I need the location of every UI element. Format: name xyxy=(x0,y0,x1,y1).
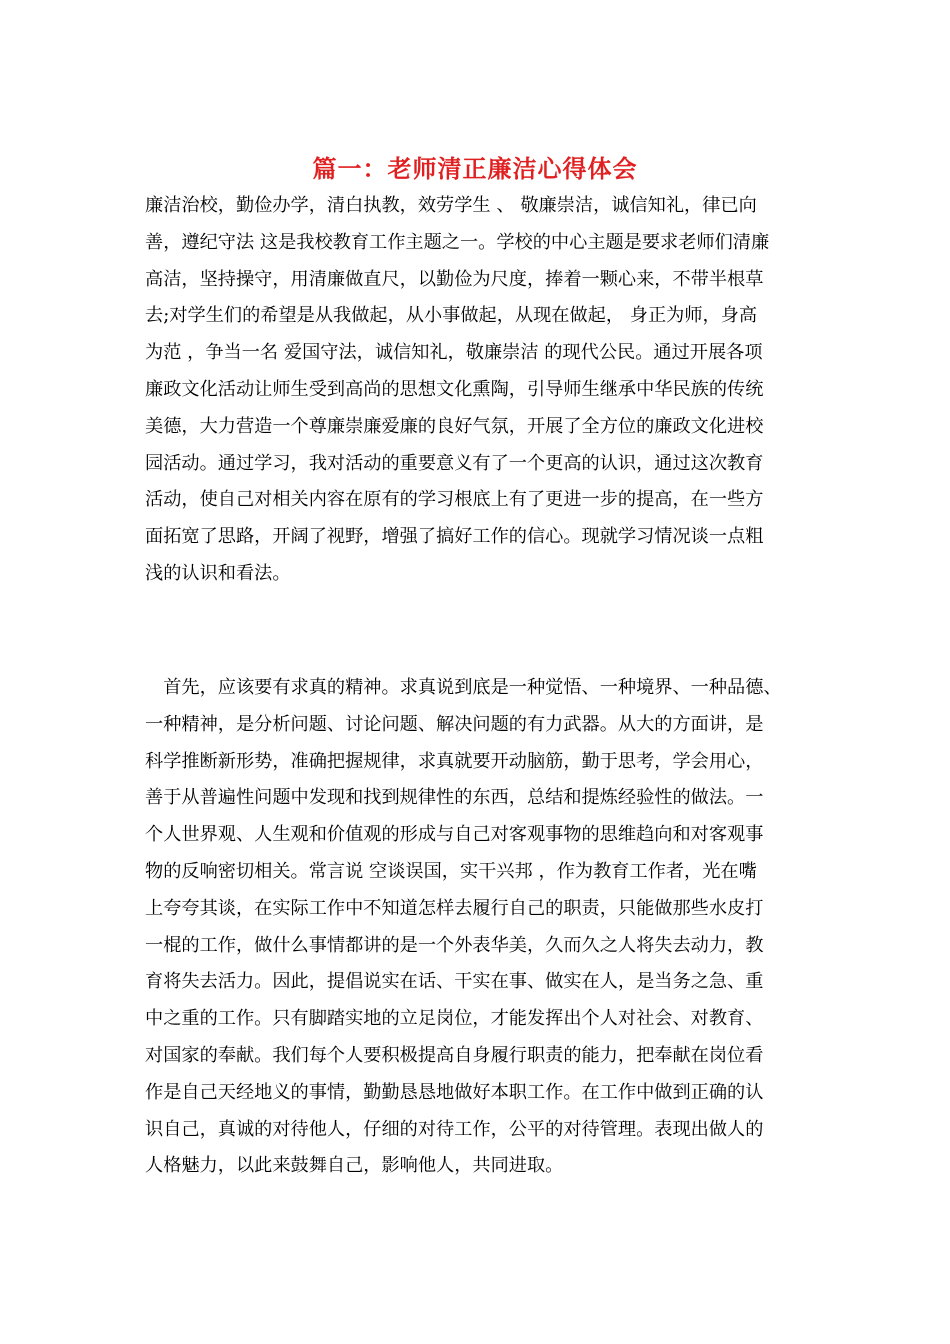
text-line: 作是自己天经地义的事情，勤勤恳恳地做好本职工作。在工作中做到正确的认 xyxy=(145,1081,764,1103)
body-paragraph-1 xyxy=(145,188,820,593)
text-line: 善，遵纪守法 这是我校教育工作主题之一。学校的中心主题是要求老师们清廉 xyxy=(145,231,770,253)
text-line: 一种精神，是分析问题、讨论问题、解决问题的有力武器。从大的方面讲，是 xyxy=(145,713,764,735)
text-line: 对国家的奉献。我们每个人要积极提高自身履行职责的能力，把奉献在岗位看 xyxy=(145,1044,764,1066)
text-line: 去;对学生们的希望是从我做起，从小事做起，从现在做起， 身正为师，身高 xyxy=(145,305,758,327)
text-line: 美德，大力营造一个尊廉崇廉爱廉的良好气氛，开展了全方位的廉政文化进校 xyxy=(145,415,764,437)
text-line: 活动，使自己对相关内容在原有的学习根底上有了更进一步的提高，在一些方 xyxy=(145,489,764,511)
text-line: 善于从普遍性问题中发现和找到规律性的东西，总结和提炼经验性的做法。一 xyxy=(145,787,764,809)
text-line: 物的反响密切相关。常言说 空谈误国，实干兴邦 ，作为教育工作者，光在嘴 xyxy=(145,860,757,882)
text-line: 人格魅力，以此来鼓舞自己，影响他人，共同进取。 xyxy=(145,1155,564,1177)
text-line: 首先，应该要有求真的精神。求真说到底是一种觉悟、一种境界、一种品德、 xyxy=(145,677,782,698)
text-line: 识自己，真诚的对待他人，仔细的对待工作，公平的对待管理。表现出做人的 xyxy=(145,1118,764,1140)
text-line: 个人世界观、人生观和价值观的形成与自己对客观事物的思维趋向和对客观事 xyxy=(145,824,764,846)
text-line: 浅的认识和看法。 xyxy=(145,562,291,584)
text-line: 一棍的工作，做什么事情都讲的是一个外表华美，久而久之人将失去动力，教 xyxy=(145,934,764,956)
page-title: 篇一：老师清正廉洁心得体会 xyxy=(312,154,638,183)
body-paragraph-2 xyxy=(145,670,820,1185)
text-line: 面拓宽了思路，开阔了视野，增强了搞好工作的信心。现就学习情况谈一点粗 xyxy=(145,526,764,548)
text-line: 园活动。通过学习，我对活动的重要意义有了一个更高的认识，通过这次教育 xyxy=(145,452,764,474)
text-line: 廉政文化活动让师生受到高尚的思想文化熏陶，引导师生继承中华民族的传统 xyxy=(145,378,764,400)
text-line: 育将失去活力。因此，提倡说实在话、干实在事、做实在人，是当务之急、重 xyxy=(145,971,764,993)
text-line: 中之重的工作。只有脚踏实地的立足岗位，才能发挥出个人对社会、对教育、 xyxy=(145,1008,764,1030)
text-line: 为范 ，争当一名 爱国守法，诚信知礼，敬廉崇洁 的现代公民。通过开展各项 xyxy=(145,342,763,364)
text-line: 廉洁治校，勤俭办学，清白执教，效劳学生 、 敬廉崇洁，诚信知礼，律已向 xyxy=(145,195,757,216)
text-line: 科学推断新形势，准确把握规律，求真就要开动脑筋，勤于思考，学会用心， xyxy=(145,750,764,772)
text-line: 高洁，坚持操守，用清廉做直尺，以勤俭为尺度，捧着一颗心来，不带半根草 xyxy=(145,268,764,290)
text-line: 上夸夸其谈，在实际工作中不知道怎样去履行自己的职责，只能做那些水皮打 xyxy=(145,897,764,919)
